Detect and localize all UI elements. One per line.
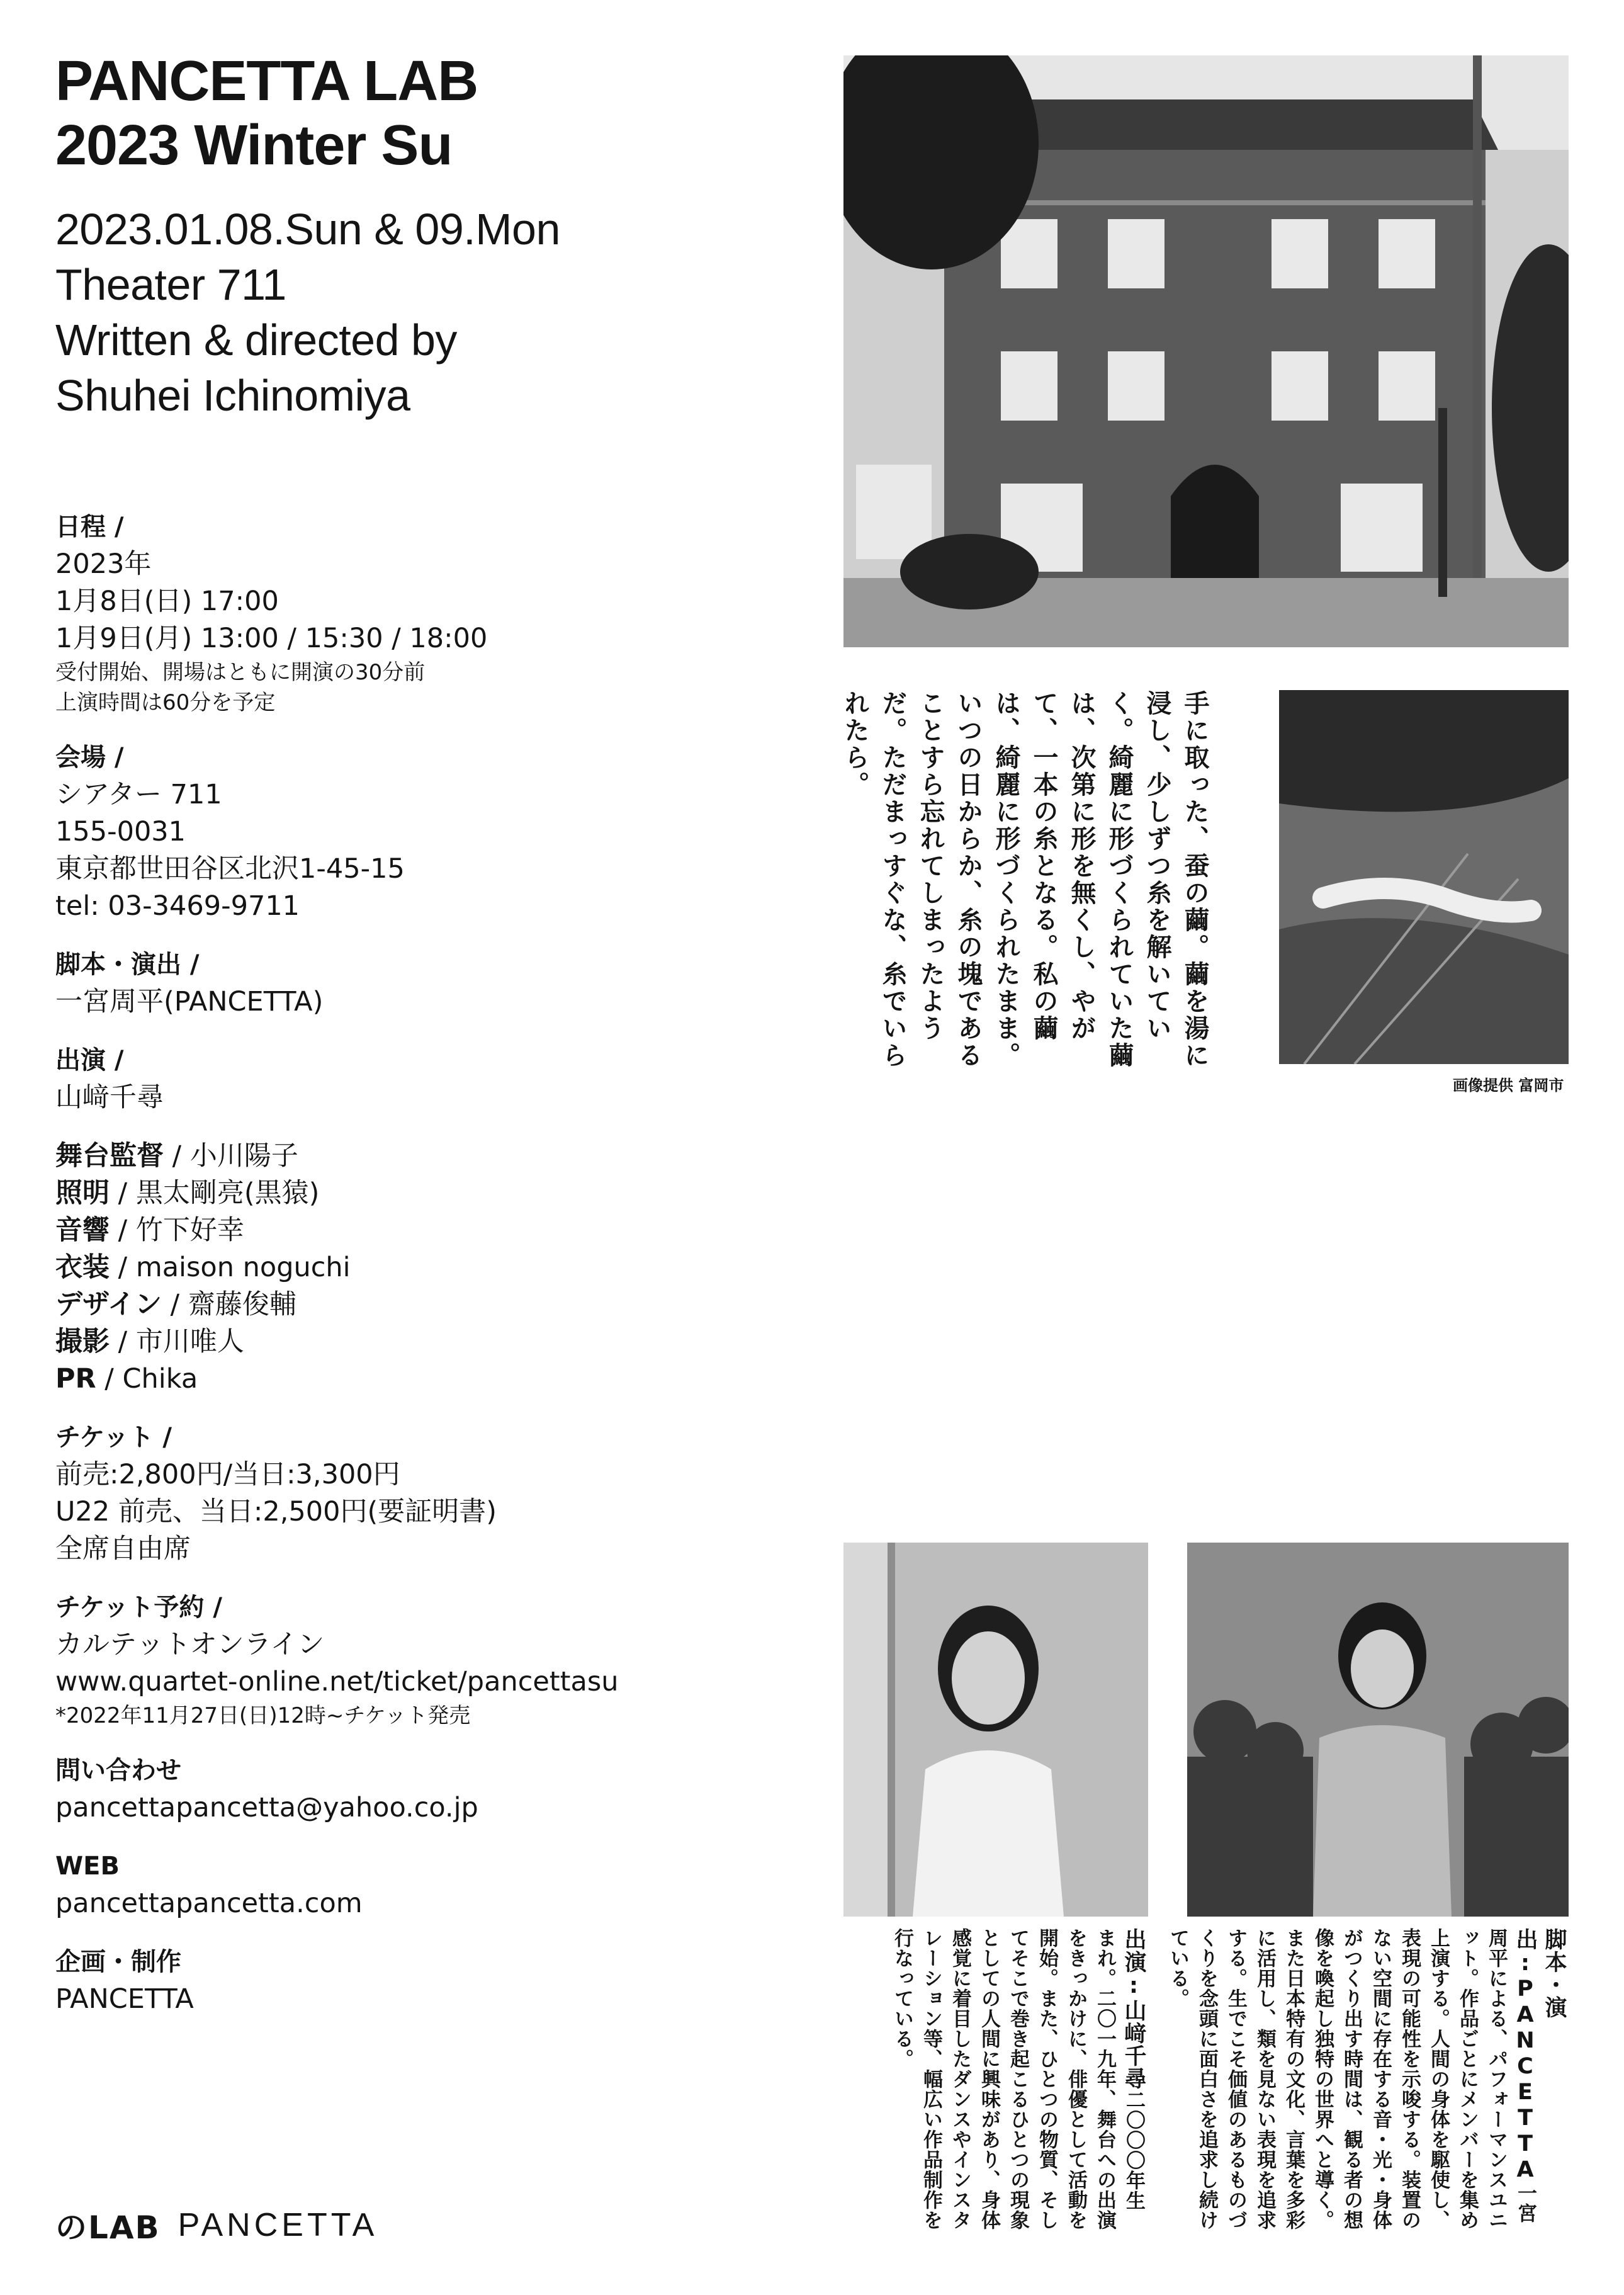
- director-bio-text: 一宮周平による、パフォーマンスユニット。作品ごとにメンバーを集め上演する。人間の身体を駆使し、表現の可能性を示唆する。装置のない空間に存在する音・光・身体がつくり出す時間は、観る者の想像を喚起し独特の世界へと導く。また日本特有の文化、言葉を多彩に活用し、類を見ない表現を追求する。生でこそ価値のあるものづくりを念頭に面白さを追求し続けている。: [1166, 1928, 1537, 2230]
- production-name: PANCETTA: [55, 1983, 194, 2015]
- reservation-service: カルテットオンライン: [55, 1629, 325, 1660]
- actress-photo: [843, 1543, 1148, 1917]
- contact-section: [55, 1752, 798, 1827]
- schedule-note-2: 上演時間は60分を予定: [55, 690, 276, 715]
- web-section: [55, 1848, 798, 1922]
- poster-subtitle: [55, 201, 560, 423]
- cast-section: [55, 1042, 798, 1116]
- staff-name: / 竹下好幸: [110, 1215, 244, 1246]
- cast-label: 出演 /: [55, 1046, 124, 1075]
- production-label: 企画・制作: [55, 1947, 181, 1976]
- cast-name: 山﨑千尋: [55, 1082, 164, 1113]
- staff-role: 照明: [55, 1177, 110, 1209]
- venue-name-en: Theater 711: [55, 260, 286, 309]
- venue-name: シアター 711: [55, 779, 222, 810]
- staff-section: [55, 1138, 798, 1398]
- director-section: [55, 946, 798, 1021]
- web-label: WEB: [55, 1852, 120, 1881]
- silkworm-photo: [1279, 690, 1569, 1064]
- director-name: 一宮周平(PANCETTA): [55, 986, 324, 1017]
- staff-role: 舞台監督: [55, 1140, 164, 1172]
- cast-bio: [843, 1928, 1148, 2230]
- poem-text: 手に取った、蚕の繭。繭を湯に浸し、少しずつ糸を解いていく。綺麗に形づくられていた繭は、次第に形を無くし、やがて、一本の糸となる。私の繭は、綺麗に形づくられたまま。いつの日からか、糸の塊であることすら忘れてしまったようだ。ただまっすぐな、糸でいられたら。: [840, 690, 1209, 1069]
- reservation-label: チケット予約 /: [55, 1593, 222, 1622]
- ticket-label: チケット /: [55, 1423, 172, 1452]
- schedule-note-1: 受付開始、開場はともに開演の30分前: [55, 660, 426, 685]
- staff-role: 音響: [55, 1215, 110, 1246]
- schedule-day-1: 1月8日(日) 17:00: [55, 586, 279, 617]
- lab-logo-mark: のLAB: [55, 2209, 161, 2246]
- ticket-u22: U22 前売、当日:2,500円(要証明書): [55, 1496, 497, 1527]
- poster-title: [55, 49, 478, 178]
- schedule-label: 日程 /: [55, 513, 124, 541]
- building-photo: [843, 55, 1569, 647]
- staff-name: / 市川唯人: [110, 1326, 244, 1357]
- venue-tel[interactable]: tel: 03-3469-9711: [55, 890, 300, 922]
- schedule-year: 2023年: [55, 548, 152, 580]
- pancetta-logo-word: PANCETTA: [178, 2207, 378, 2243]
- reservation-note: *2022年11月27日(日)12時~チケット発売: [55, 1703, 471, 1728]
- schedule-day-2: 1月9日(月) 13:00 / 15:30 / 18:00: [55, 623, 488, 654]
- web-url[interactable]: pancettapancetta.com: [55, 1888, 363, 1919]
- cast-bio-heading: 出演:山﨑千尋: [1121, 1928, 1146, 2090]
- ticket-section: [55, 1419, 798, 1568]
- info-column: [55, 509, 798, 2039]
- staff-name: / 小川陽子: [164, 1140, 298, 1172]
- staff-name: / Chika: [96, 1363, 198, 1395]
- staff-name: / 齋藤俊輔: [162, 1289, 296, 1320]
- staff-item: [55, 1286, 798, 1323]
- director-photo: [1187, 1543, 1569, 1917]
- director-bio: [1166, 1928, 1569, 2230]
- title-line-2: 2023 Winter Su: [55, 114, 453, 177]
- credit-line-1: Written & directed by: [55, 315, 457, 365]
- pancetta-logo: [55, 2202, 378, 2248]
- schedule-section: [55, 509, 798, 718]
- ticket-price: 前売:2,800円/当日:3,300円: [55, 1459, 400, 1490]
- contact-label: 問い合わせ: [55, 1756, 181, 1785]
- venue-label: 会場 /: [55, 743, 124, 772]
- photo-credit: 画像提供 富岡市: [1453, 1077, 1564, 1094]
- performance-dates: 2023.01.08.Sun & 09.Mon: [55, 205, 560, 254]
- title-line-1: PANCETTA LAB: [55, 50, 478, 113]
- ticket-seating: 全席自由席: [55, 1533, 191, 1565]
- staff-role: 撮影: [55, 1326, 110, 1357]
- contact-email[interactable]: pancettapancetta@yahoo.co.jp: [55, 1792, 478, 1823]
- cast-bio-text: 二〇〇〇年生まれ。二〇一九年、舞台への出演をきっかけに、俳優として活動を開始。また、ひとつの物質、そしてそこで巻き起こるひとつの現象としての人間に興味があり、身体感覚に着目したダンスやインスタレーション等、幅広い作品制作を行なっている。: [891, 1928, 1145, 2230]
- director-bio-heading: 脚本・演出:PANCETTA: [1513, 1928, 1567, 2183]
- staff-name: / 黒太剛亮(黒猿): [110, 1177, 320, 1209]
- staff-name: / maison noguchi: [110, 1252, 351, 1283]
- staff-item: [55, 1175, 798, 1212]
- production-section: [55, 1944, 798, 2018]
- staff-role: デザイン: [55, 1289, 162, 1320]
- staff-item: [55, 1212, 798, 1249]
- venue-section: [55, 739, 798, 925]
- credit-line-2: Shuhei Ichinomiya: [55, 371, 410, 420]
- venue-address: 東京都世田谷区北沢1-45-15: [55, 853, 405, 885]
- staff-item: [55, 1323, 798, 1361]
- venue-zip: 155-0031: [55, 816, 186, 847]
- staff-item: [55, 1249, 798, 1286]
- staff-role: PR: [55, 1363, 96, 1395]
- staff-item: [55, 1138, 798, 1175]
- staff-item: [55, 1361, 798, 1398]
- director-label: 脚本・演出 /: [55, 950, 200, 979]
- reservation-section: [55, 1589, 798, 1731]
- staff-role: 衣装: [55, 1252, 110, 1283]
- reservation-url[interactable]: www.quartet-online.net/ticket/pancettasu: [55, 1666, 619, 1697]
